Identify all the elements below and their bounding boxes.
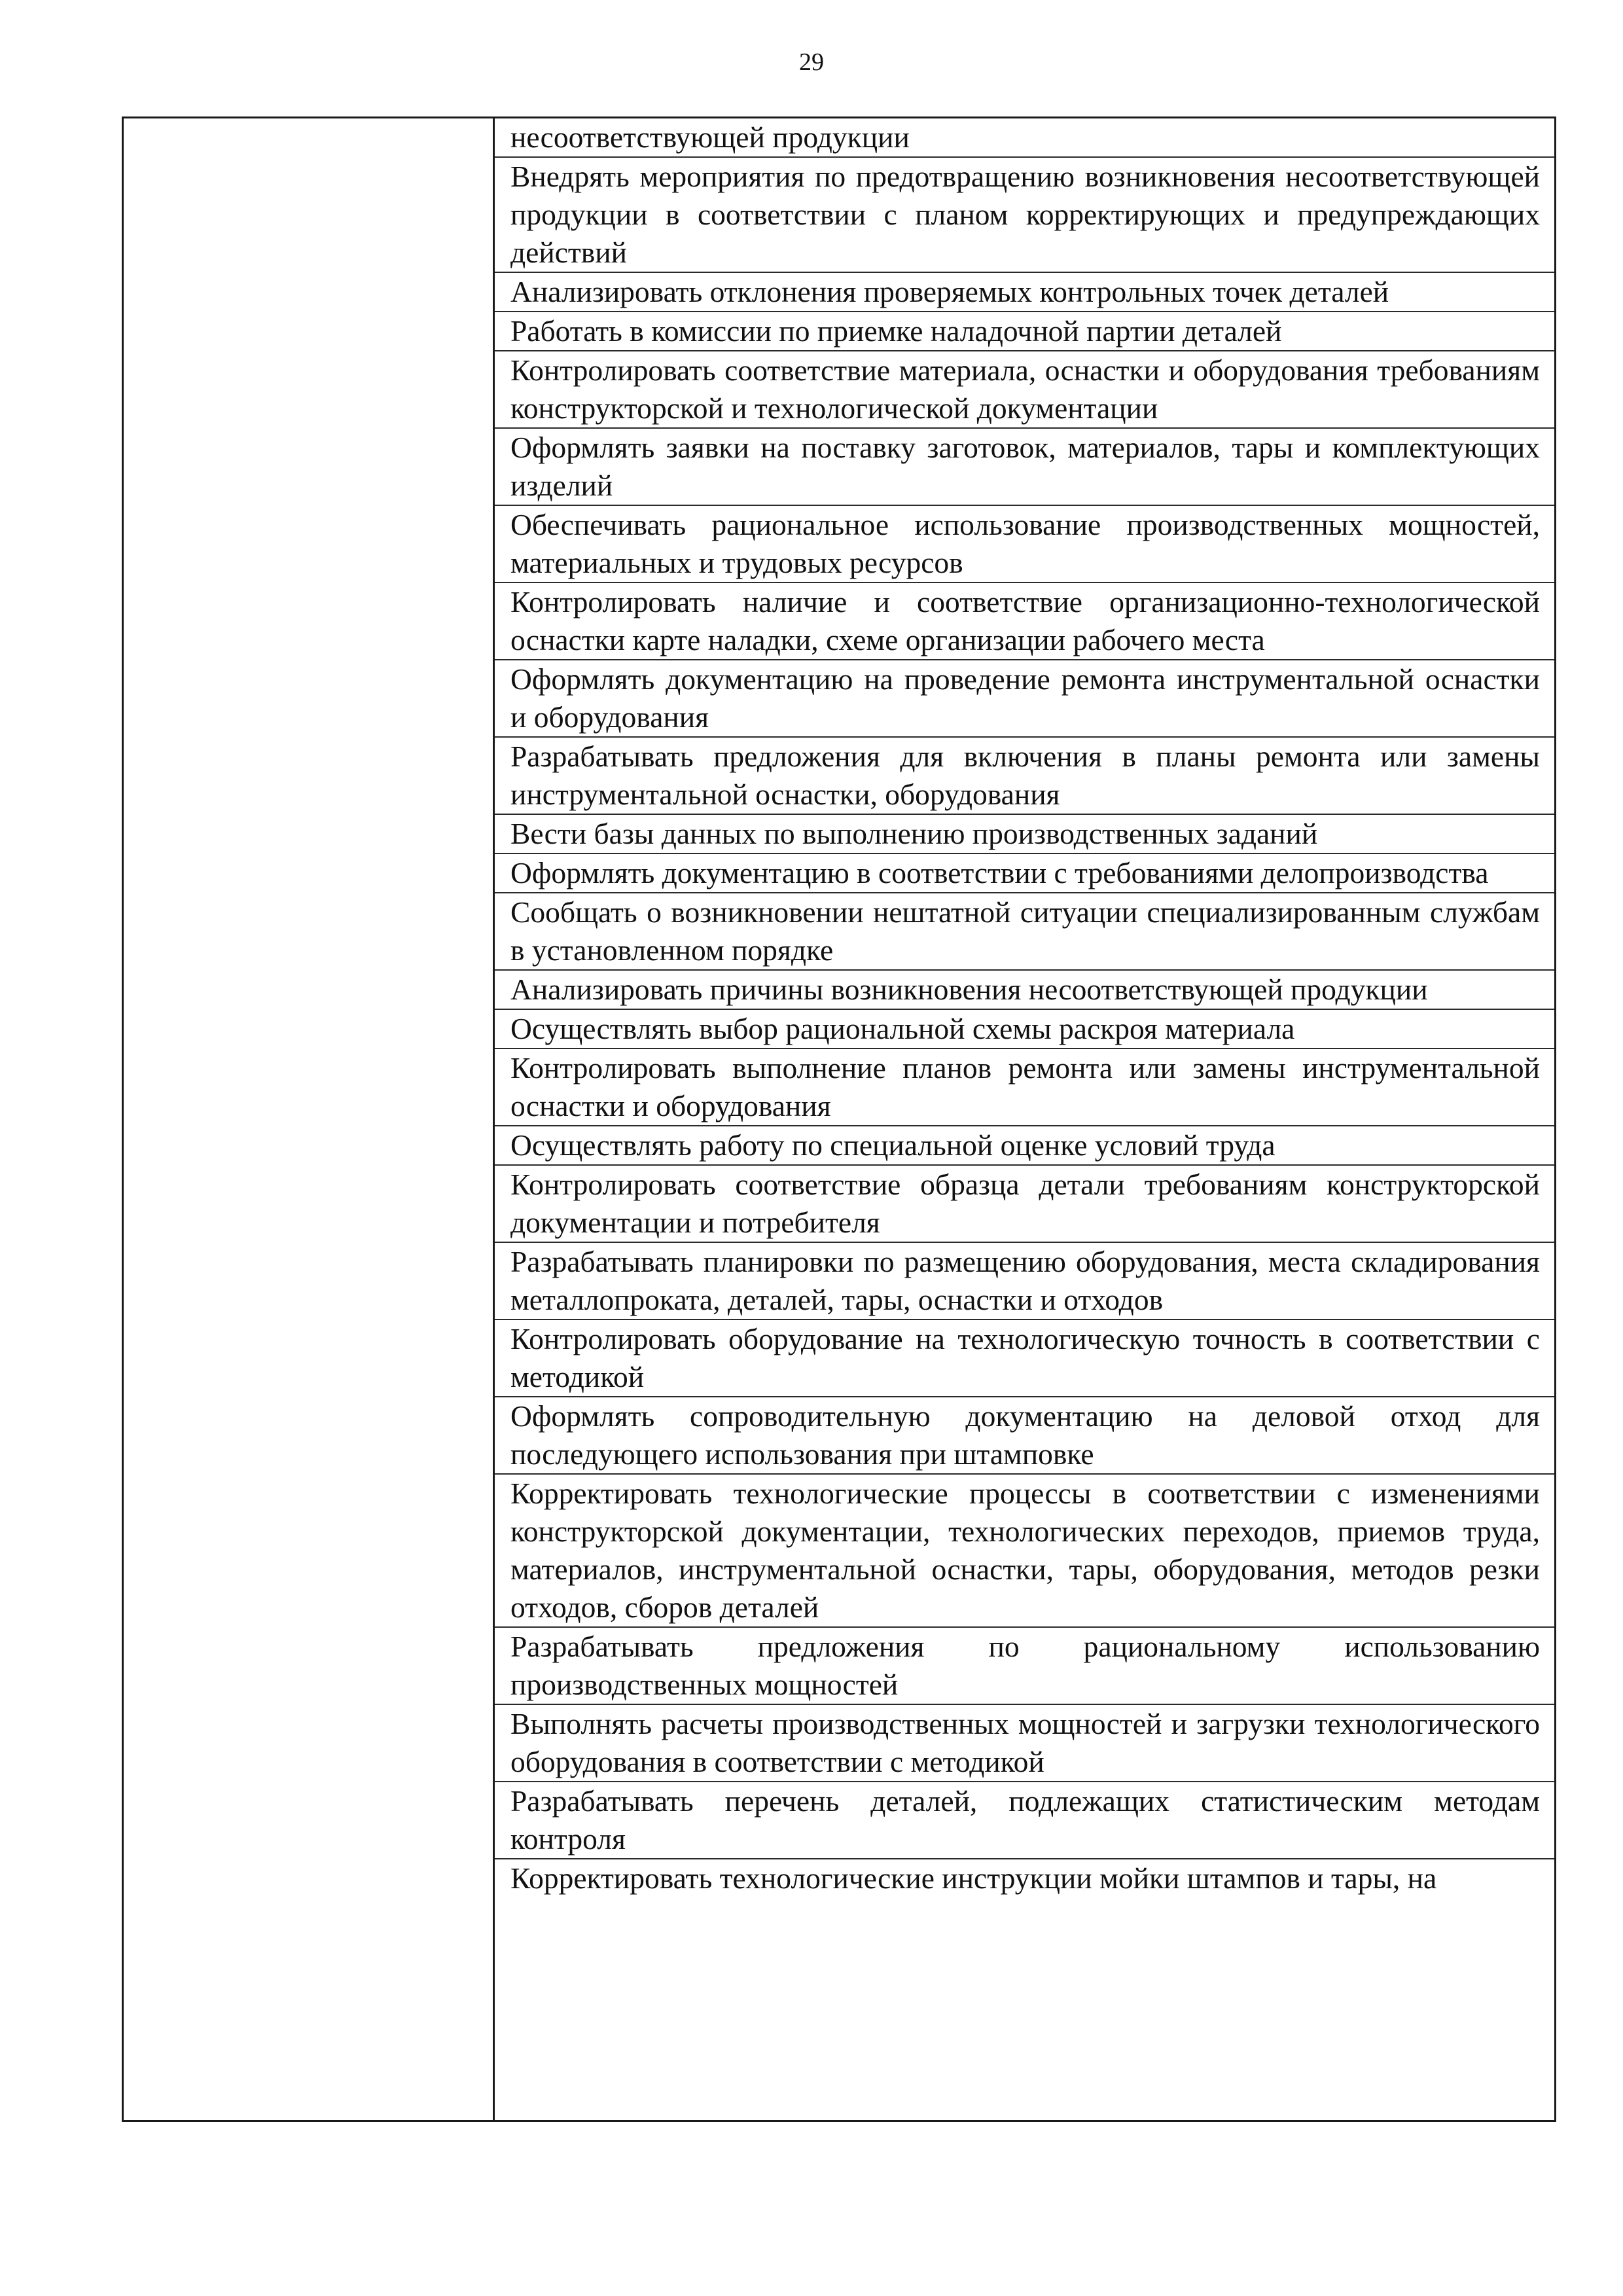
table-row: Вести базы данных по выполнению производственных заданий [495, 815, 1554, 854]
table-row: Выполнять расчеты производственных мощностей и загрузки технологического оборудования в соответствии с методикой [495, 1705, 1554, 1782]
table-row: Внедрять мероприятия по предотвращению возникновения несоответствующей продукции в соответствии с планом корректирующих и предупреждающих действий [495, 158, 1554, 273]
table-row: Работать в комиссии по приемке наладочной партии деталей [495, 312, 1554, 351]
table-row: Контролировать соответствие образца детали требованиям конструкторской документации и потребителя [495, 1166, 1554, 1243]
table-row: Корректировать технологические инструкции мойки штампов и тары, на [510, 1861, 1437, 1895]
table-row: Обеспечивать рациональное использование производственных мощностей, материальных и трудовых ресурсов [495, 506, 1554, 583]
table-row: Осуществлять работу по специальной оценке условий труда [495, 1126, 1554, 1166]
table-row: Контролировать оборудование на технологическую точность в соответствии с методикой [495, 1320, 1554, 1397]
table-row: Разрабатывать предложения по рациональному использованию производственных мощностей [495, 1628, 1554, 1705]
table-rows [495, 118, 1554, 1897]
table-row: Разрабатывать планировки по размещению оборудования, места складирования металлопроката, деталей, тары, оснастки и отходов [495, 1243, 1554, 1320]
page-number: 29 [799, 48, 824, 76]
table-row: Контролировать выполнение планов ремонта или замены инструментальной оснастки и оборудования [495, 1049, 1554, 1126]
table-right-column [495, 118, 1554, 2120]
table-row: Контролировать наличие и соответствие организационно-технологической оснастки карте наладки, схеме организации рабочего места [495, 583, 1554, 660]
table-row: несоответствующей продукции [495, 118, 1554, 158]
table-row: Осуществлять выбор рациональной схемы раскроя материала [495, 1010, 1554, 1049]
table-row: Разрабатывать перечень деталей, подлежащих статистическим методам контроля [495, 1782, 1554, 1859]
table-row: Анализировать отклонения проверяемых контрольных точек деталей [495, 273, 1554, 312]
table-row: Оформлять сопроводительную документацию на деловой отход для последующего использования при штамповке [495, 1397, 1554, 1475]
table-row: Оформлять документацию на проведение ремонта инструментальной оснастки и оборудования [495, 660, 1554, 738]
table-row: Контролировать соответствие материала, оснастки и оборудования требованиям конструкторской и технологической документации [495, 351, 1554, 429]
table-row: Оформлять документацию в соответствии с требованиями делопроизводства [495, 854, 1554, 893]
table-row: Анализировать причины возникновения несоответствующей продукции [495, 971, 1554, 1010]
table-row: Корректировать технологические процессы в соответствии с изменениями конструкторской документации, технологических переходов, приемов труда, материалов, инструментальной оснастки, тары, оборудования, методов резки отходов, сборов деталей [495, 1475, 1554, 1628]
table-row: Оформлять заявки на поставку заготовок, материалов, тары и комплектующих изделий [495, 429, 1554, 506]
table-row: Сообщать о возникновении нештатной ситуации специализированным службам в установленном порядке [495, 893, 1554, 971]
table-left-column [124, 118, 495, 2120]
competency-table [122, 117, 1556, 2122]
table-row: Разрабатывать предложения для включения в планы ремонта или замены инструментальной оснастки, оборудования [495, 738, 1554, 815]
